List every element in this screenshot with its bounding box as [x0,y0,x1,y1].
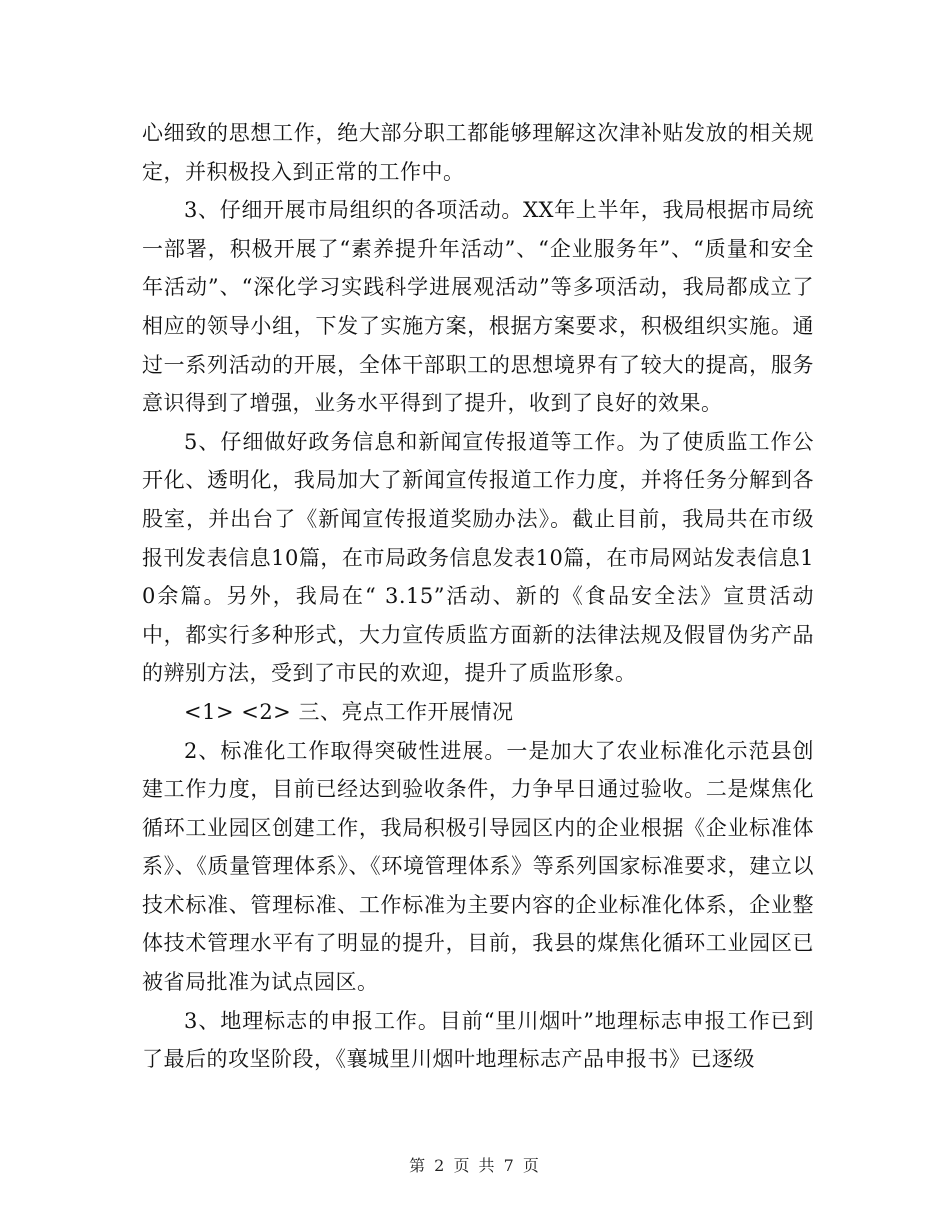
page-number-footer: 第 2 页 共 7 页 [409,1156,541,1175]
section-heading: <1> <2> 三、亮点工作开展情况 [184,699,514,724]
paragraph-3: 5、仔细做好政务信息和新闻宣传报道等工作。为了使质监工作公开化、透明化，我局加大了新闻宣传报道工作力度，并将任务分解到各股室，并出台了《新闻宣传报道奖励办法》。截止目前，我局共在市级报刊发表信息10篇，在市局政务信息发表10篇，在市局网站发表信息10余篇。另外，我局在“ 3.15”活动、新的《食品安全法》宣贯活动中，都实行多种形式，大力宣传质监方面新的法律法规及假冒伪劣产品的辨别方法，受到了市民的欢迎，提升了质监形象。 [142,429,814,686]
paragraph-4: 2、标准化工作取得突破性进展。一是加大了农业标准化示范县创建工作力度，目前已经达到验收条件，力争早日通过验收。二是煤焦化循环工业园区创建工作，我局积极引导园区内的企业根据《企业标准体系》、《质量管理体系》、《环境管理体系》等系列国家标准要求，建立以技术标准、管理标准、工作标准为主要内容的企业标准化体系，企业整体技术管理水平有了明显的提升，目前，我县的煤焦化循环工业园区已被省局批准为试点园区。 [142,738,814,995]
document-body [142,114,814,1079]
paragraph-2: 3、仔细开展市局组织的各项活动。XX年上半年，我局根据市局统一部署，积极开展了“素养提升年活动”、“企业服务年”、“质量和安全年活动”、“深化学习实践科学进展观活动”等多项活动，我局都成立了相应的领导小组，下发了实施方案，根据方案要求，积极组织实施。通过一系列活动的开展，全体干部职工的思想境界有了较大的提高，服务意识得到了增强，业务水平得到了提升，收到了良好的效果。 [142,198,814,416]
paragraph-5: 3、地理标志的申报工作。目前“里川烟叶”地理标志申报工作已到了最后的攻坚阶段，《襄城里川烟叶地理标志产品申报书》已逐级 [142,1008,814,1072]
paragraph-1: 心细致的思想工作，绝大部分职工都能够理解这次津补贴发放的相关规定，并积极投入到正常的工作中。 [142,121,814,184]
